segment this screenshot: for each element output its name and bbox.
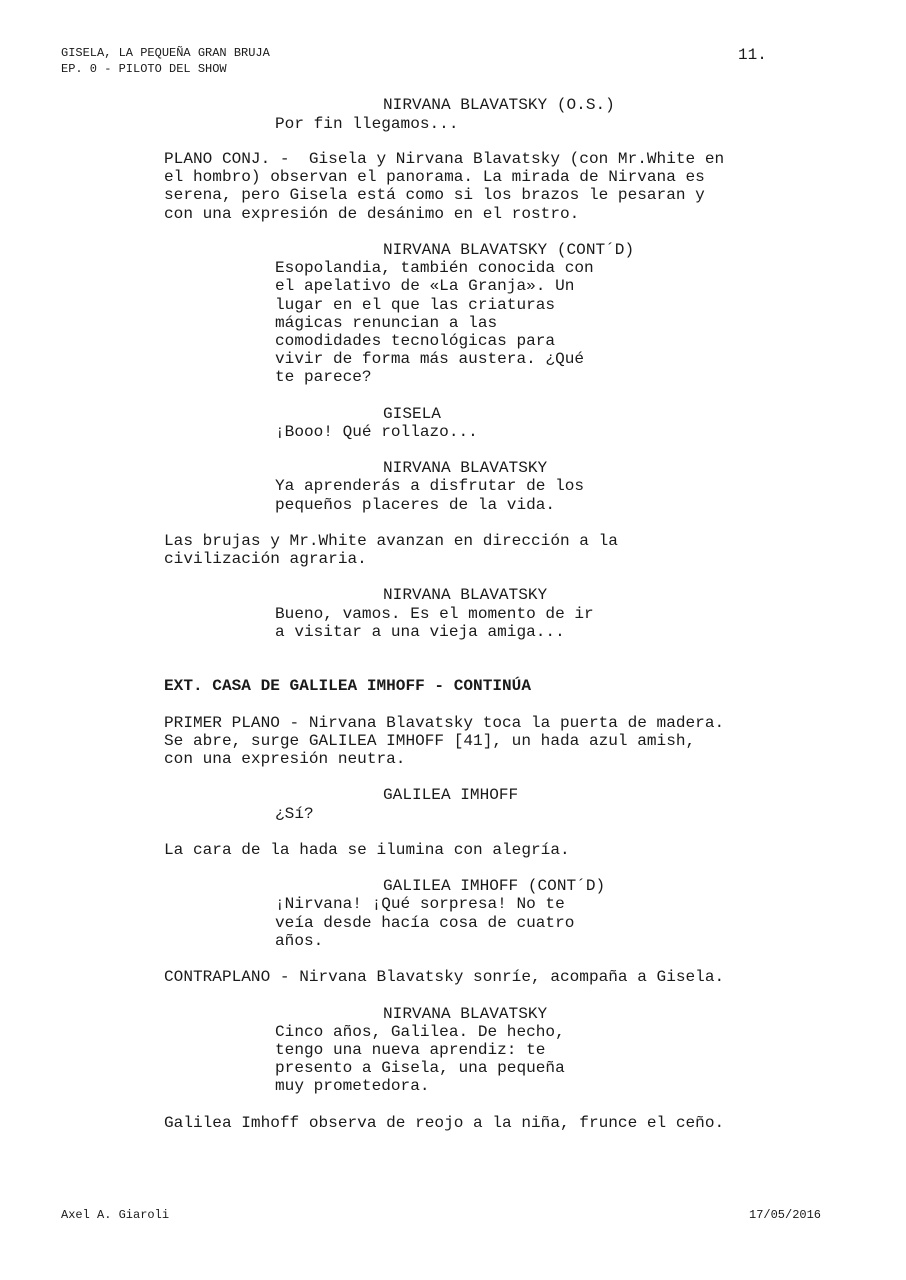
- dialogue-line: vivir de forma más austera. ¿Qué: [275, 350, 585, 368]
- dialogue-line: mágicas renuncian a las: [275, 314, 498, 332]
- dialogue-line: Por fin llegamos...: [275, 115, 459, 133]
- dialogue-line: ¿Sí?: [275, 805, 314, 823]
- character-name: GALILEA IMHOFF (CONT´D): [383, 877, 606, 895]
- dialogue-line: años.: [275, 932, 324, 950]
- character-name: GISELA: [383, 405, 441, 423]
- dialogue-line: comodidades tecnológicas para: [275, 332, 556, 350]
- dialogue-line: Cinco años, Galilea. De hecho,: [275, 1023, 565, 1041]
- dialogue-line: Esopolandia, también conocida con: [275, 259, 594, 277]
- dialogue-line: muy prometedora.: [275, 1077, 430, 1095]
- page-number: 11.: [738, 46, 767, 64]
- character-name: NIRVANA BLAVATSKY (CONT´D): [383, 241, 635, 259]
- dialogue-line: lugar en el que las criaturas: [275, 296, 556, 314]
- action-line: CONTRAPLANO - Nirvana Blavatsky sonríe, acompaña a Gisela.: [164, 968, 725, 986]
- dialogue-line: pequeños placeres de la vida.: [275, 496, 556, 514]
- action-line: con una expresión neutra.: [164, 750, 406, 768]
- footer-date: 17/05/2016: [749, 1208, 822, 1222]
- character-name: NIRVANA BLAVATSKY: [383, 586, 548, 604]
- action-line: Galilea Imhoff observa de reojo a la niña, frunce el ceño.: [164, 1114, 725, 1132]
- dialogue-line: veía desde hacía cosa de cuatro: [275, 914, 575, 932]
- action-line: PLANO CONJ. - Gisela y Nirvana Blavatsky (con Mr.White en: [164, 150, 725, 168]
- character-name: NIRVANA BLAVATSKY (O.S.): [383, 96, 615, 114]
- dialogue-line: presento a Gisela, una pequeña: [275, 1059, 565, 1077]
- dialogue-line: Ya aprenderás a disfrutar de los: [275, 477, 585, 495]
- action-line: La cara de la hada se ilumina con alegría.: [164, 841, 570, 859]
- header-title-line: GISELA, LA PEQUEÑA GRAN BRUJA: [61, 46, 270, 60]
- action-line: Las brujas y Mr.White avanzan en dirección a la: [164, 532, 618, 550]
- dialogue-line: a visitar a una vieja amiga...: [275, 623, 565, 641]
- dialogue-line: Bueno, vamos. Es el momento de ir: [275, 605, 594, 623]
- header-subtitle-line: EP. 0 - PILOTO DEL SHOW: [61, 62, 227, 76]
- page-header: [61, 45, 270, 77]
- dialogue-line: ¡Nirvana! ¡Qué sorpresa! No te: [275, 895, 565, 913]
- action-line: el hombro) observan el panorama. La mirada de Nirvana es: [164, 168, 705, 186]
- dialogue-line: tengo una nueva aprendiz: te: [275, 1041, 546, 1059]
- dialogue-line: el apelativo de «La Granja». Un: [275, 277, 575, 295]
- action-line: serena, pero Gisela está como si los brazos le pesaran y: [164, 186, 705, 204]
- footer-author: Axel A. Giaroli: [61, 1208, 170, 1222]
- action-line: Se abre, surge GALILEA IMHOFF [41], un hada azul amish,: [164, 732, 696, 750]
- dialogue-line: ¡Booo! Qué rollazo...: [275, 423, 478, 441]
- action-line: civilización agraria.: [164, 550, 367, 568]
- action-line: PRIMER PLANO - Nirvana Blavatsky toca la puerta de madera.: [164, 714, 725, 732]
- dialogue-line: te parece?: [275, 368, 372, 386]
- action-line: con una expresión de desánimo en el rostro.: [164, 205, 580, 223]
- character-name: GALILEA IMHOFF: [383, 786, 519, 804]
- character-name: NIRVANA BLAVATSKY: [383, 1005, 548, 1023]
- scene-heading: EXT. CASA DE GALILEA IMHOFF - CONTINÚA: [164, 677, 531, 695]
- character-name: NIRVANA BLAVATSKY: [383, 459, 548, 477]
